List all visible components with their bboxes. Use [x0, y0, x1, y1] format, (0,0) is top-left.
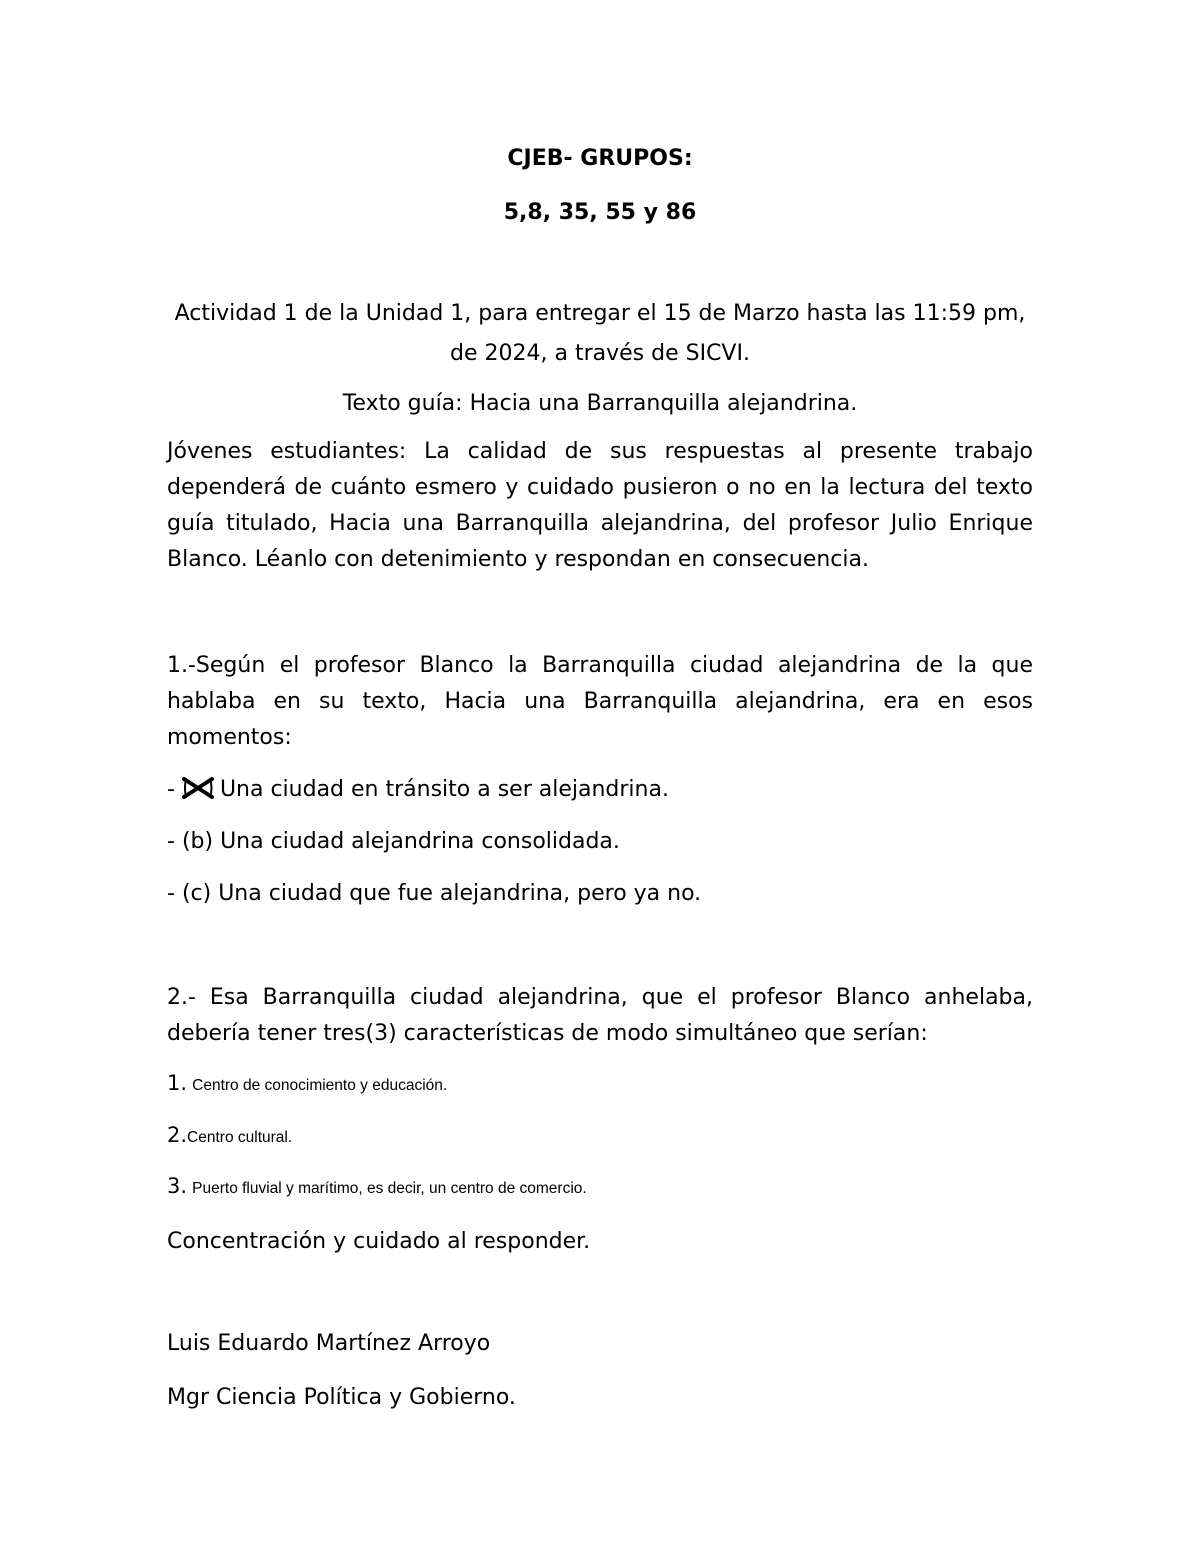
answer-item-2	[167, 1123, 292, 1147]
intro-paragraph: Jóvenes estudiantes: La calidad de sus respuestas al presente trabajo dependerá de cuánto esmero y cuidado pusieron o no en la lectura del texto guía titulado, Hacia una Barranquilla alejandrina, del profesor Julio Enrique Blanco. Léanlo con detenimiento y respondan en consecuencia.	[167, 439, 1033, 572]
answer-3-text: Puerto fluvial y marítimo, es decir, un centro de comercio.	[192, 1180, 587, 1197]
option-a-text: Una ciudad en tránsito a ser alejandrina.	[219, 777, 669, 802]
option-c	[167, 876, 701, 911]
question-2-text: 2.- Esa Barranquilla ciudad alejandrina, que el profesor Blanco anhelaba, debería tener tres(3) características de modo simultáneo que serían:	[167, 985, 1033, 1046]
question-1-text: 1.-Según el profesor Blanco la Barranquilla ciudad alejandrina de la que hablaba en su texto, Hacia una Barranquilla alejandrina, era en esos momentos:	[167, 653, 1033, 750]
guide-text: Texto guía: Hacia una Barranquilla alejandrina.	[342, 391, 858, 416]
option-b-text: Una ciudad alejandrina consolidada.	[220, 829, 620, 854]
answer-2-text: Centro cultural.	[187, 1129, 293, 1146]
activity-line-2: de 2024, a través de SICVI.	[450, 341, 750, 366]
closing-note: Concentración y cuidado al responder.	[167, 1229, 591, 1254]
header-group-numbers: 5,8, 35, 55 y 86	[503, 200, 697, 225]
answer-2-number: 2.	[167, 1123, 188, 1147]
option-b-label: (b)	[181, 829, 214, 854]
answer-item-3	[167, 1174, 587, 1198]
answer-item-1	[167, 1071, 447, 1095]
option-b-prefix: -	[167, 829, 182, 854]
crossed-out-mark-icon	[182, 776, 214, 800]
option-b	[167, 824, 620, 859]
option-a	[167, 772, 669, 807]
answer-1-number: 1.	[167, 1071, 188, 1095]
signature-name: Luis Eduardo Martínez Arroyo	[167, 1331, 491, 1356]
signature-title: Mgr Ciencia Política y Gobierno.	[167, 1385, 516, 1410]
activity-line-1: Actividad 1 de la Unidad 1, para entregar el 15 de Marzo hasta las 11:59 pm,	[174, 301, 1026, 326]
option-c-text: Una ciudad que fue alejandrina, pero ya no.	[218, 881, 702, 906]
option-a-prefix: -	[167, 777, 182, 802]
option-c-prefix: -	[167, 881, 182, 906]
answer-3-number: 3.	[167, 1174, 188, 1198]
header-groups-title: CJEB- GRUPOS:	[507, 146, 693, 171]
answer-1-text: Centro de conocimiento y educación.	[192, 1077, 448, 1094]
option-c-label: (c)	[181, 881, 212, 906]
